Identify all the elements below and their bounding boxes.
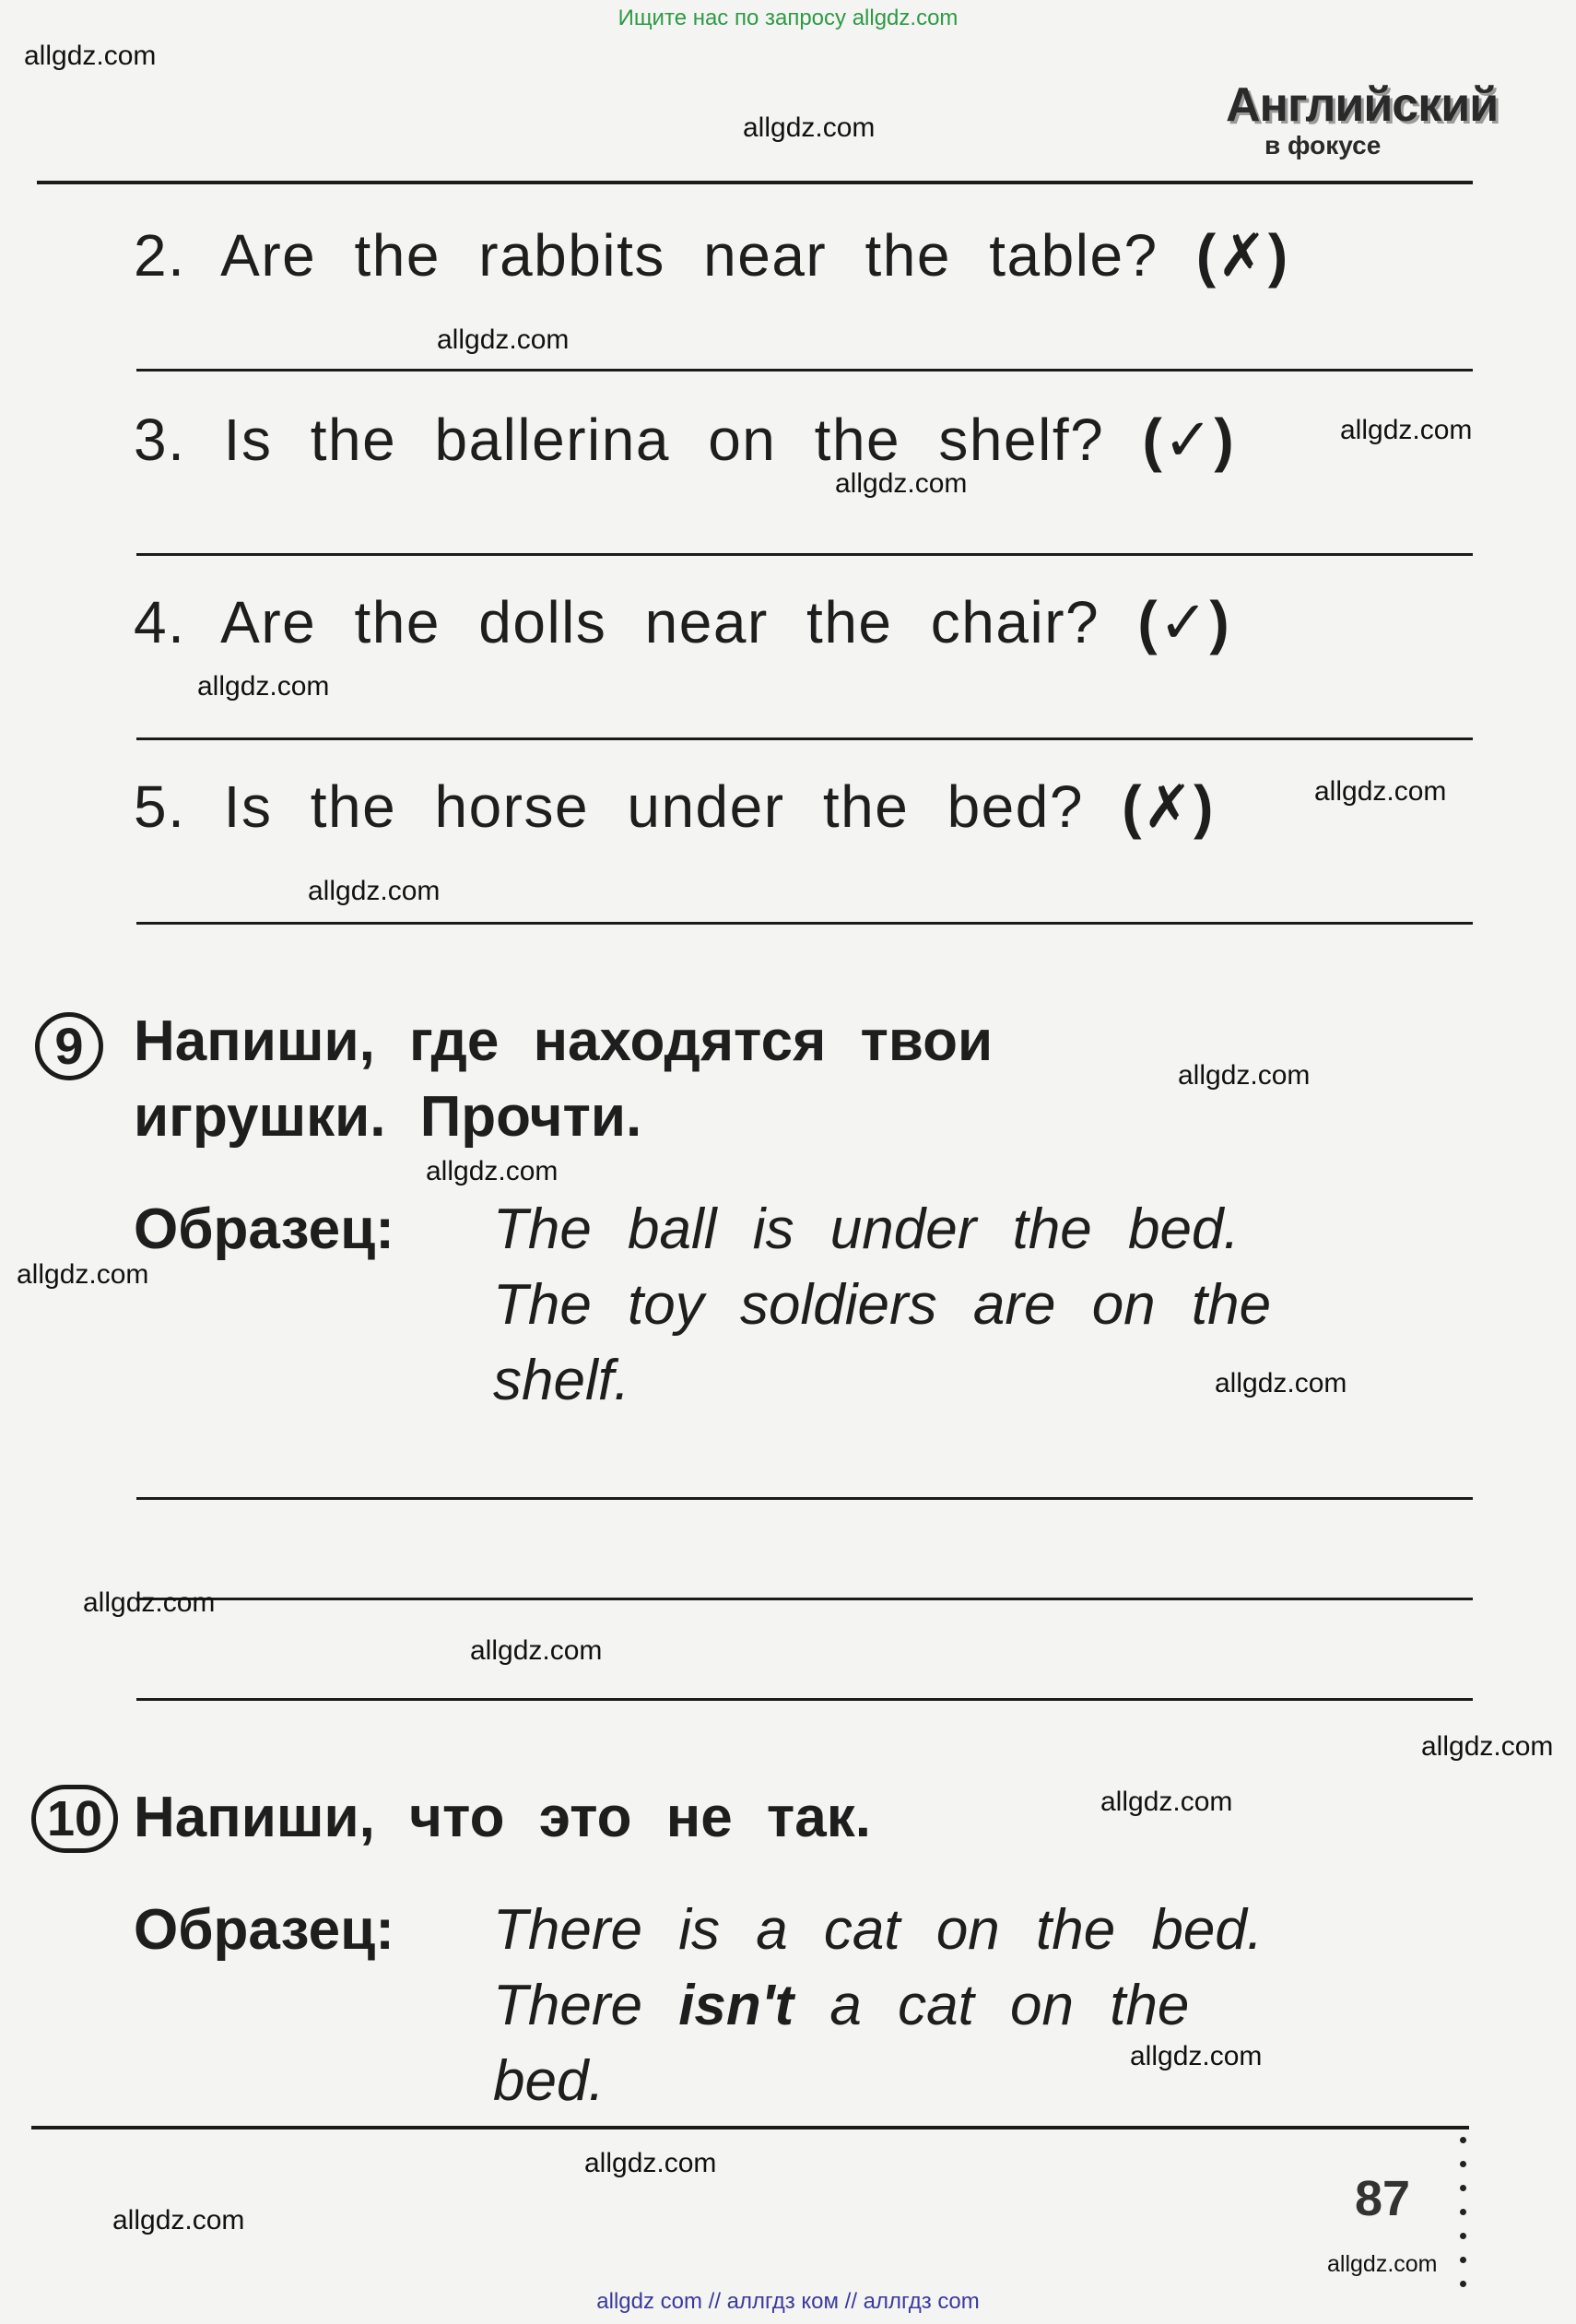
watermark: allgdz.com: [83, 1587, 216, 1618]
watermark: allgdz.com: [1421, 1731, 1554, 1762]
top-banner: Ищите нас по запросу allgdz.com: [617, 6, 959, 30]
watermark: allgdz.com: [470, 1635, 603, 1666]
watermark: allgdz.com: [584, 2148, 717, 2178]
margin-dot: [1460, 2257, 1466, 2263]
answer-line[interactable]: [136, 1698, 1473, 1701]
watermark: allgdz.com: [835, 468, 968, 499]
page-number: 87: [1355, 2171, 1411, 2226]
exercise-number-9: 9: [35, 1012, 103, 1080]
question-text: Is the ballerina on the shelf?: [223, 407, 1105, 473]
margin-dot: [1460, 2209, 1466, 2215]
answer-line[interactable]: [136, 737, 1473, 740]
answer-line[interactable]: [136, 1598, 1473, 1600]
question-2: [134, 221, 1289, 290]
sample-text: The toy soldiers are on the: [493, 1273, 1272, 1337]
exercise-number-10: 10: [31, 1785, 118, 1853]
question-4: [134, 588, 1230, 657]
question-3: [134, 406, 1235, 475]
margin-dot: [1460, 2233, 1466, 2239]
watermark: allgdz.com: [1340, 415, 1473, 445]
logo-title: Английский: [1226, 78, 1499, 132]
sample-text: [493, 1973, 1189, 2038]
margin-dot: [1460, 2185, 1466, 2191]
watermark: allgdz.com: [743, 112, 876, 143]
margin-dot: [1460, 2161, 1466, 2167]
exercise-9-task: Напиши, где находятся твои: [134, 1009, 994, 1073]
answer-line[interactable]: [136, 1497, 1473, 1500]
watermark: allgdz.com: [24, 41, 157, 71]
watermark: allgdz.com: [308, 876, 441, 906]
check-mark: (✓): [1137, 589, 1231, 655]
exercise-9-task: игрушки. Прочти.: [134, 1085, 642, 1149]
question-5: [134, 773, 1215, 842]
logo-subtitle: в фокусе: [1264, 131, 1382, 159]
watermark: allgdz.com: [112, 2205, 245, 2236]
sample-text: There is a cat on the bed.: [493, 1898, 1264, 1962]
watermark: allgdz.com: [1178, 1060, 1311, 1091]
sample-label: Образец:: [134, 1197, 394, 1261]
cross-mark: (✗): [1195, 222, 1289, 289]
sample-text: The ball is under the bed.: [493, 1197, 1240, 1261]
watermark: allgdz.com: [197, 671, 330, 702]
sample-text: bed.: [493, 2049, 605, 2113]
sample-text: shelf.: [493, 1349, 630, 1412]
exercise-10-task: Напиши, что это не так.: [134, 1786, 872, 1849]
answer-line[interactable]: [136, 922, 1473, 925]
watermark: allgdz.com: [1130, 2041, 1263, 2071]
footer-rule: [31, 2126, 1469, 2129]
question-text: Are the rabbits near the table?: [220, 222, 1158, 289]
header-rule: [37, 181, 1473, 184]
question-number: 3.: [134, 407, 186, 473]
watermark: allgdz.com: [17, 1259, 149, 1290]
answer-line[interactable]: [136, 369, 1473, 372]
sample-label: Образец:: [134, 1898, 394, 1962]
watermark: allgdz.com: [1100, 1787, 1233, 1817]
question-number: 2.: [134, 222, 186, 289]
answer-line[interactable]: [136, 553, 1473, 556]
sample-text-part: There: [493, 1974, 679, 2037]
question-text: Is the horse under the bed?: [223, 773, 1084, 840]
watermark: allgdz.com: [1327, 2251, 1438, 2277]
watermark: allgdz.com: [1314, 776, 1447, 807]
watermark: allgdz.com: [1215, 1368, 1347, 1398]
watermark: allgdz.com: [437, 324, 570, 355]
margin-dot: [1460, 2137, 1466, 2143]
cross-mark: (✗): [1122, 773, 1215, 840]
question-text: Are the dolls near the chair?: [220, 589, 1100, 655]
watermark: allgdz.com: [426, 1156, 559, 1186]
check-mark: (✓): [1142, 407, 1236, 473]
sample-text-emphasis: isn't: [678, 1974, 794, 2037]
question-number: 5.: [134, 773, 186, 840]
sample-text-part: a cat on the: [794, 1974, 1190, 2037]
bottom-banner: allgdz com // аллгдз ком // аллгдз com: [596, 2289, 980, 2314]
question-number: 4.: [134, 589, 186, 655]
margin-dot: [1460, 2281, 1466, 2287]
